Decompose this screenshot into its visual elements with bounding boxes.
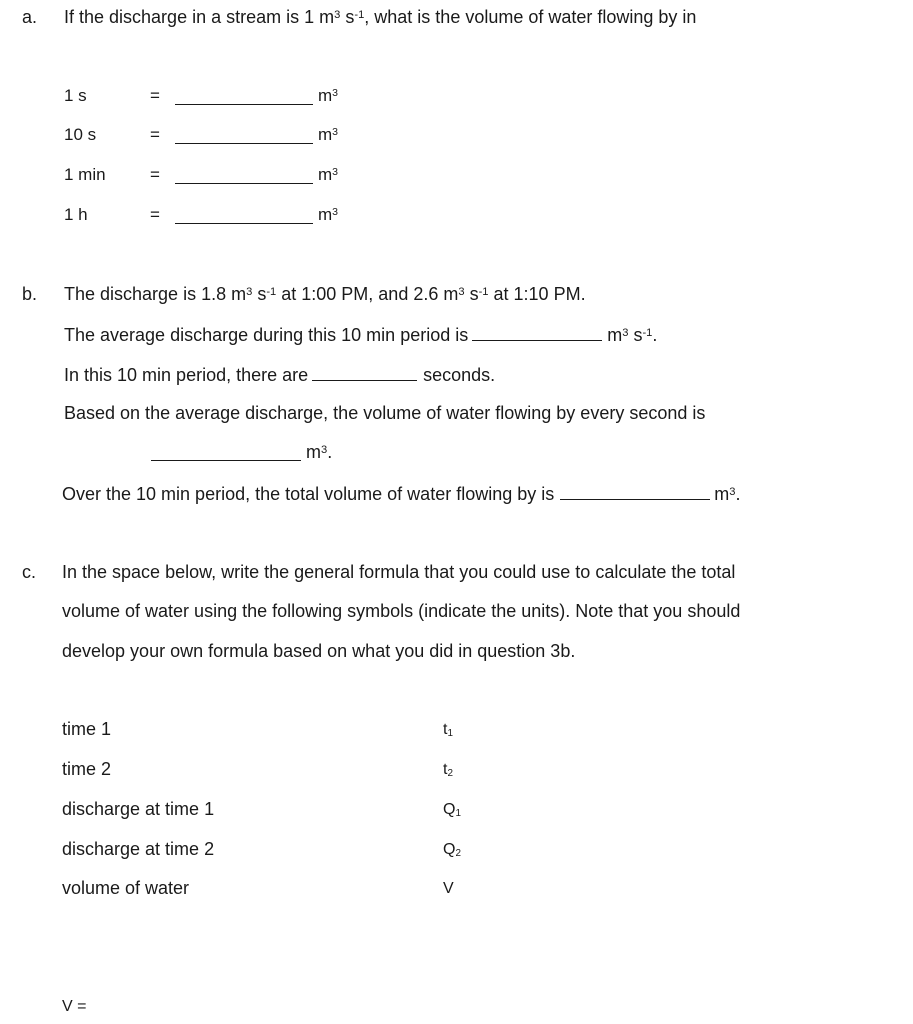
time-label: 1 min: [64, 165, 106, 184]
symbol: $Q_2$: [443, 841, 461, 860]
unit-label: $m^3$: [318, 86, 339, 105]
part-c-letter: c.: [22, 562, 37, 582]
symbol-label: volume of water: [62, 878, 190, 898]
part-c-para-line-2: volume of water using the following symbols (indicate the units). Note that you should: [62, 601, 741, 621]
equals-sign: =: [150, 165, 160, 184]
formula-label: V =: [62, 998, 87, 1015]
symbol: $Q_1$: [443, 801, 461, 820]
equals-sign: =: [150, 205, 160, 224]
symbol: $t_2$: [443, 761, 453, 780]
symbol: V: [443, 880, 454, 897]
equals-sign: =: [150, 86, 160, 105]
symbol: $t_1$: [443, 721, 453, 740]
unit-label: $m^3$: [318, 205, 339, 224]
part-b-line-6: Over the 10 min period, the total volume of water flowing by is $m^3$.: [62, 481, 740, 505]
time-label: 10 s: [64, 125, 97, 144]
average-discharge-blank[interactable]: [472, 322, 602, 341]
time-label: 1 s: [64, 86, 87, 105]
part-a-question: If the discharge in a stream is 1 $m^3$ $s^{-1}$, what is the volume of water flowing by in: [64, 7, 697, 27]
part-b-line-2: The average discharge during this 10 min period is $m^3$ $s^{-1}$.: [64, 322, 657, 346]
part-b-line-5-unit: $m^3$.: [306, 442, 333, 462]
part-b-line-3: In this 10 min period, there are seconds.: [64, 362, 495, 386]
part-b-letter: b.: [22, 284, 38, 304]
answer-blank[interactable]: [175, 183, 313, 184]
symbol-label: discharge at time 1: [62, 799, 215, 819]
part-c-para-line-1: In the space below, write the general formula that you could use to calculate the total: [62, 562, 736, 582]
equals-sign: =: [150, 125, 160, 144]
unit-label: $m^3$: [318, 165, 339, 184]
answer-blank[interactable]: [175, 104, 313, 105]
symbol-label: time 1: [62, 719, 112, 739]
symbol-label: discharge at time 2: [62, 839, 215, 859]
total-volume-blank[interactable]: [560, 481, 710, 500]
part-b-line-4: Based on the average discharge, the volume of water flowing by every second is: [64, 403, 706, 423]
part-a-letter: a.: [22, 7, 38, 27]
unit-label: $m^3$: [318, 125, 339, 144]
answer-blank[interactable]: [175, 223, 313, 224]
volume-per-second-blank[interactable]: [151, 460, 301, 461]
answer-blank[interactable]: [175, 143, 313, 144]
symbol-label: time 2: [62, 759, 112, 779]
part-c-para-line-3: develop your own formula based on what you did in question 3b.: [62, 641, 576, 661]
part-b-line-1: The discharge is 1.8 $m^3$ $s^{-1}$ at 1:00 PM, and 2.6 $m^3$ $s^{-1}$ at 1:10 PM.: [64, 284, 586, 304]
seconds-blank[interactable]: [312, 362, 417, 381]
time-label: 1 h: [64, 205, 88, 224]
